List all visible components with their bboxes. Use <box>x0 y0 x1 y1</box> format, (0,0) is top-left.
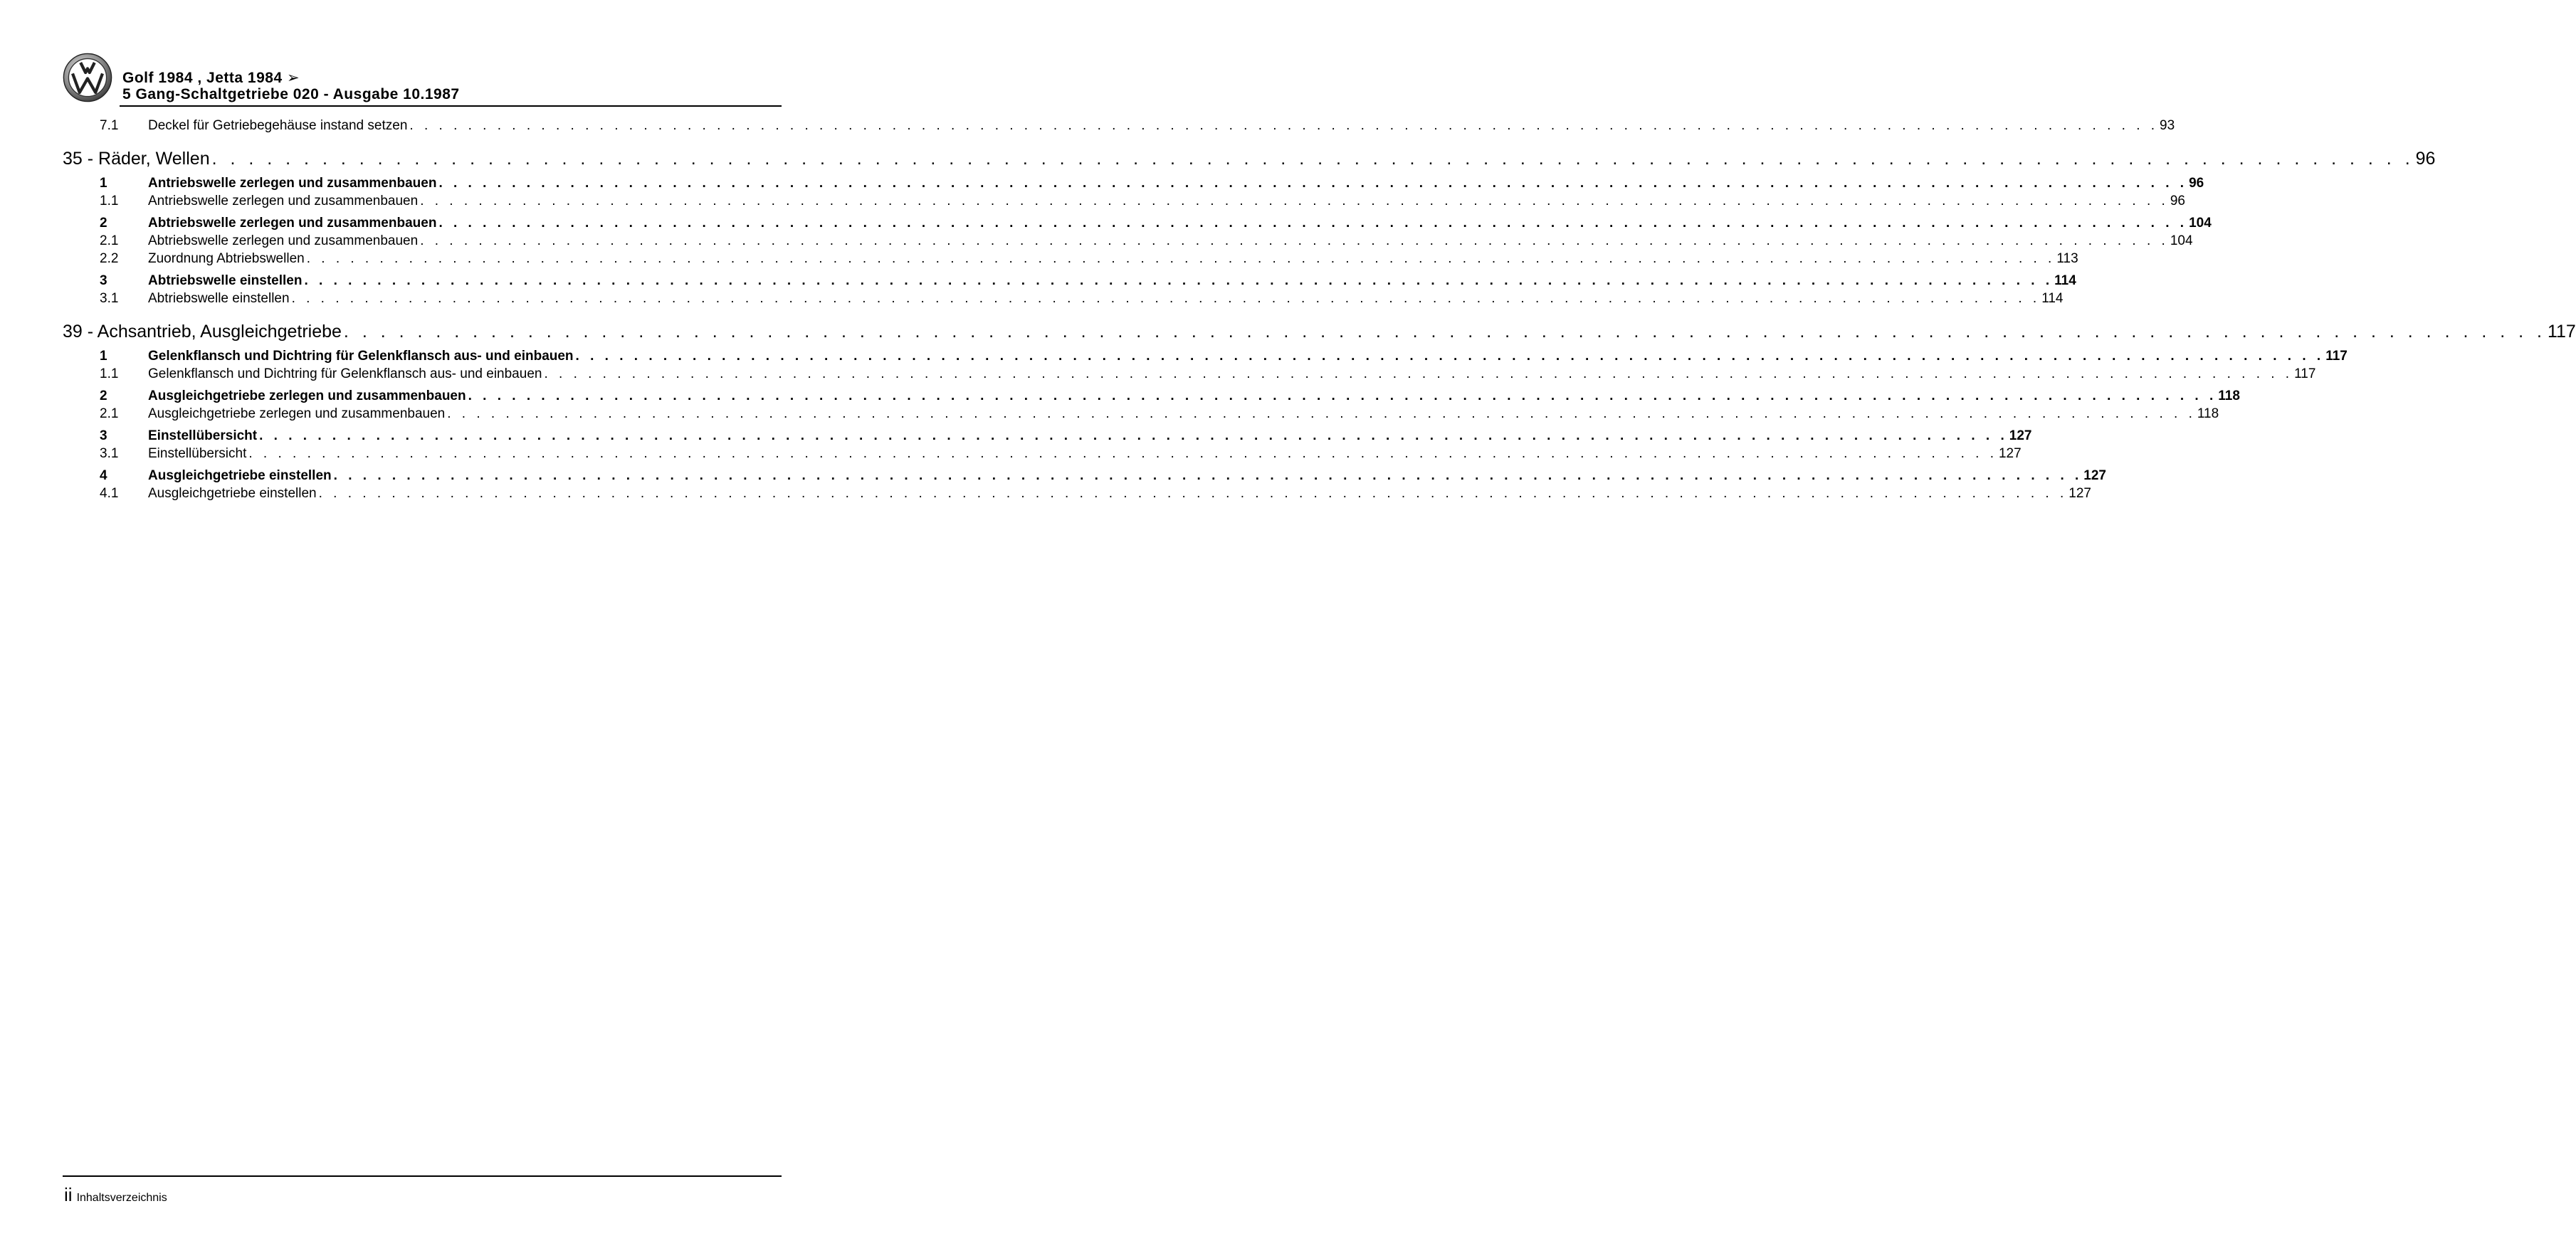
toc-entry-number: 1 <box>100 349 107 364</box>
toc-entry[interactable] <box>63 406 2219 424</box>
toc-entry-page: 104 <box>2170 233 2193 248</box>
toc-entry-page: 127 <box>1998 446 2022 461</box>
toc-entry[interactable] <box>63 251 2078 269</box>
toc-leader-dots: . . . . . . . . . . . . . . . . . . . . . . . . . . . . . . . . . . . . . . . . . . . . . . . . . . . . . . . . . . . . . . . . . . . . . . . . . . . . . . . . . . . . . . . . . . . . . . . . . . . . . . . . . . . . . . . . . . . . . . . . <box>409 118 2159 133</box>
vw-logo-icon <box>63 53 112 102</box>
toc-entry[interactable] <box>63 486 2091 504</box>
toc-leader-dots: . . . . . . . . . . . . . . . . . . . . . . . . . . . . . . . . . . . . . . . . . . . . . . . . . . . . . . . . . . . . . . . . . . . . . . . . . . . . . . . . . . . . . . . . . . . . . . . . . . . . . . . . . . . . . . . . . . . . . . . . <box>447 406 2196 421</box>
toc-entry-number: 2 <box>100 388 107 403</box>
toc-entry-page: 114 <box>2041 291 2064 306</box>
toc-entry-title: Ausgleichgetriebe einstellen <box>148 486 319 502</box>
toc-entry[interactable] <box>63 291 2064 309</box>
toc-entry-page: 127 <box>2009 428 2032 443</box>
toc-entry[interactable] <box>63 388 2240 406</box>
toc-entry-page: 93 <box>2160 118 2175 133</box>
toc-entry-number: 4.1 <box>100 486 119 501</box>
toc-leader-dots: . . . . . . . . . . . . . . . . . . . . . . . . . . . . . . . . . . . . . . . . . . . . . . . . . . . . . . . . . . . . . . . . . . . . . . . . . . . . . . . . . . . . . . . . . . . . . . . . . . . . . . . . . . . . . . . . . . . . . . . . <box>304 273 2054 288</box>
page-number: ii <box>64 1184 73 1205</box>
toc-entry[interactable] <box>63 194 2185 211</box>
footer-label: Inhaltsverzeichnis <box>76 1192 167 1204</box>
toc-entry-page: 96 <box>2170 194 2185 208</box>
toc-entry[interactable] <box>63 233 2193 251</box>
toc-entry-title: Gelenkflansch und Dichtring für Gelenkflansch aus- und einbauen <box>148 349 576 364</box>
toc-entry-title: Gelenkflansch und Dichtring für Gelenkflansch aus- und einbauen <box>148 366 544 382</box>
toc-entry-number: 4 <box>100 468 107 483</box>
toc-entry-number: 3.1 <box>100 446 119 461</box>
page-header <box>63 51 782 108</box>
toc-leader-dots: . . . . . . . . . . . . . . . . . . . . . . . . . . . . . . . . . . . . . . . . . . . . . . . . . . . . . . . . . . . . . . . . . . . . . . . . . . . . . . . . . . . . . . . . . . . . . . . . . . . . . . . . . . . . . . . . . . . . . . . . <box>420 194 2169 208</box>
toc-entry-title: Abtriebswelle zerlegen und zusammenbauen <box>148 216 438 231</box>
toc-entry-title: Ausgleichgetriebe zerlegen und zusammenbauen <box>148 406 447 422</box>
toc-entry[interactable] <box>63 216 2212 233</box>
toc-entry[interactable] <box>63 366 2316 384</box>
toc-entry[interactable] <box>63 446 2022 464</box>
toc-entry-page: 113 <box>2056 251 2078 266</box>
header-line-1: Golf 1984 , Jetta 1984 ➢ <box>122 70 300 86</box>
toc-entry-title: Ausgleichgetriebe zerlegen und zusammenbauen <box>148 388 468 404</box>
footer-divider <box>63 1175 782 1177</box>
toc-entry[interactable] <box>63 273 2076 291</box>
toc-leader-dots: . . . . . . . . . . . . . . . . . . . . . . . . . . . . . . . . . . . . . . . . . . . . . . . . . . . . . . . . . . . . . . . . . . . . . . . . . . . . . . . . . . . . . . . . . . . . . . . . . . . . . . . . . . . . . . . . . . . . . . . . <box>438 176 2188 191</box>
toc-entry-number: 2.1 <box>100 406 119 421</box>
toc-entry-number: 7.1 <box>100 118 119 133</box>
toc-entry-title: Einstellübersicht <box>148 446 248 462</box>
toc-entry-number: 1.1 <box>100 194 119 208</box>
toc-leader-dots: . . . . . . . . . . . . . . . . . . . . . . . . . . . . . . . . . . . . . . . . . . . . . . . . . . . . . . . . . . . . . . . . . . . . . . . . . . . . . . . . . . . . . . . . . . . . . . . . . . . . . . . . . . . . . . . . . . . . . . . . <box>318 486 2068 501</box>
toc-entry[interactable] <box>63 349 2348 366</box>
table-of-contents <box>63 118 2576 504</box>
toc-chapter[interactable] <box>63 149 2436 171</box>
toc-entry-number: 2.2 <box>100 251 119 266</box>
toc-entry-title: Abtriebswelle einstellen <box>148 273 304 289</box>
toc-leader-dots: . . . . . . . . . . . . . . . . . . . . . . . . . . . . . . . . . . . . . . . . . . . . . . . . . . . . . . . . . . . . . . . . . . . . . . . . . . . . . . . . . . . . . . . . . . . . . . . . . . . . . . . . . . . . . . . . . . . . . . . . <box>259 428 2008 443</box>
toc-entry-title: Ausgleichgetriebe einstellen <box>148 468 334 484</box>
toc-entry[interactable] <box>63 118 2175 136</box>
header-line-2: 5 Gang-Schaltgetriebe 020 - Ausgabe 10.1987 <box>122 86 460 102</box>
toc-entry-page: 114 <box>2054 273 2076 288</box>
toc-entry-title: Abtriebswelle zerlegen und zusammenbauen <box>148 233 420 249</box>
toc-entry-title: Zuordnung Abtriebswellen <box>148 251 307 267</box>
toc-leader-dots: . . . . . . . . . . . . . . . . . . . . . . . . . . . . . . . . . . . . . . . . . . . . . . . . . . . . . . . . . . . . . . . . . . . . . . . . . . . . . . . . . . . . . . . . . . . . . . . . . . . . . . . . . . . . . . . . . . . . . . . . <box>306 251 2056 266</box>
toc-leader-dots: . . . . . . . . . . . . . . . . . . . . . . . . . . . . . . . . . . . . . . . . . . . . . . . . . . . . . . . . . . . . . . . . . . . . . . . . . . . . . . . . . . . . . . . . . . . . . . . . . . . . . . . . . . . . . . . . . . . . . . . . <box>575 349 2325 364</box>
header-divider <box>120 105 782 107</box>
toc-entry-number: 1 <box>100 176 107 191</box>
toc-leader-dots: . . . . . . . . . . . . . . . . . . . . . . . . . . . . . . . . . . . . . . . . . . . . . . . . . . . . . . . . . . . . . . . . . . . . . . . . . . . . . . . . . . . . . . . . . . . . . . . . . . . . . . . . . . . . . . . . . . . . . . . . <box>343 322 2546 342</box>
toc-entry-page: 117 <box>2294 366 2316 381</box>
toc-leader-dots: . . . . . . . . . . . . . . . . . . . . . . . . . . . . . . . . . . . . . . . . . . . . . . . . . . . . . . . . . . . . . . . . . . . . . . . . . . . . . . . . . . . . . . . . . . . . . . . . . . . . . . . . . . . . . . . . . . . . . . . . <box>248 446 1997 461</box>
toc-entry-title: Abtriebswelle einstellen <box>148 291 292 307</box>
toc-leader-dots: . . . . . . . . . . . . . . . . . . . . . . . . . . . . . . . . . . . . . . . . . . . . . . . . . . . . . . . . . . . . . . . . . . . . . . . . . . . . . . . . . . . . . . . . . . . . . . . . . . . . . . . . . . . . . . . . . . . . . . . . <box>333 468 2083 483</box>
header-title <box>122 70 460 102</box>
toc-entry[interactable] <box>63 428 2032 446</box>
toc-leader-dots: . . . . . . . . . . . . . . . . . . . . . . . . . . . . . . . . . . . . . . . . . . . . . . . . . . . . . . . . . . . . . . . . . . . . . . . . . . . . . . . . . . . . . . . . . . . . . . . . . . . . . . . . . . . . . . . . . . . . . . . . <box>438 216 2188 231</box>
toc-entry-title: 39 - Achsantrieb, Ausgleichgetriebe <box>63 322 344 342</box>
toc-chapter[interactable] <box>63 322 2576 344</box>
toc-entry[interactable] <box>63 176 2204 194</box>
toc-entry-title: Antriebswelle zerlegen und zusammenbauen <box>148 176 438 191</box>
toc-entry-number: 2 <box>100 216 107 231</box>
toc-leader-dots: . . . . . . . . . . . . . . . . . . . . . . . . . . . . . . . . . . . . . . . . . . . . . . . . . . . . . . . . . . . . . . . . . . . . . . . . . . . . . . . . . . . . . . . . . . . . . . . . . . . . . . . . . . . . . . . . . . . . . . . . <box>211 149 2414 169</box>
toc-entry-number: 2.1 <box>100 233 119 248</box>
toc-leader-dots: . . . . . . . . . . . . . . . . . . . . . . . . . . . . . . . . . . . . . . . . . . . . . . . . . . . . . . . . . . . . . . . . . . . . . . . . . . . . . . . . . . . . . . . . . . . . . . . . . . . . . . . . . . . . . . . . . . . . . . . . <box>468 388 2217 403</box>
toc-entry-number: 3 <box>100 273 107 288</box>
toc-leader-dots: . . . . . . . . . . . . . . . . . . . . . . . . . . . . . . . . . . . . . . . . . . . . . . . . . . . . . . . . . . . . . . . . . . . . . . . . . . . . . . . . . . . . . . . . . . . . . . . . . . . . . . . . . . . . . . . . . . . . . . . . <box>544 366 2293 381</box>
toc-leader-dots: . . . . . . . . . . . . . . . . . . . . . . . . . . . . . . . . . . . . . . . . . . . . . . . . . . . . . . . . . . . . . . . . . . . . . . . . . . . . . . . . . . . . . . . . . . . . . . . . . . . . . . . . . . . . . . . . . . . . . . . . <box>291 291 2041 306</box>
toc-entry-page: 117 <box>2325 349 2348 364</box>
page-footer <box>64 1184 167 1206</box>
toc-entry-page: 96 <box>2415 149 2436 169</box>
toc-entry-page: 104 <box>2189 216 2212 231</box>
toc-entry-page: 127 <box>2068 486 2091 501</box>
toc-entry-page: 118 <box>2218 388 2240 403</box>
toc-entry-page: 117 <box>2547 322 2576 342</box>
toc-entry-page: 96 <box>2189 176 2204 191</box>
toc-entry-title: Deckel für Getriebegehäuse instand setzen <box>148 118 409 134</box>
toc-leader-dots: . . . . . . . . . . . . . . . . . . . . . . . . . . . . . . . . . . . . . . . . . . . . . . . . . . . . . . . . . . . . . . . . . . . . . . . . . . . . . . . . . . . . . . . . . . . . . . . . . . . . . . . . . . . . . . . . . . . . . . . . <box>420 233 2169 248</box>
toc-entry-title: Antriebswelle zerlegen und zusammenbauen <box>148 194 420 209</box>
toc-entry-title: Einstellübersicht <box>148 428 259 444</box>
toc-entry-number: 3 <box>100 428 107 443</box>
toc-entry-number: 1.1 <box>100 366 119 381</box>
toc-entry-page: 118 <box>2197 406 2219 421</box>
toc-entry-page: 127 <box>2083 468 2106 483</box>
toc-entry-title: 35 - Räder, Wellen <box>63 149 212 169</box>
toc-entry[interactable] <box>63 468 2106 486</box>
toc-entry-number: 3.1 <box>100 291 119 306</box>
